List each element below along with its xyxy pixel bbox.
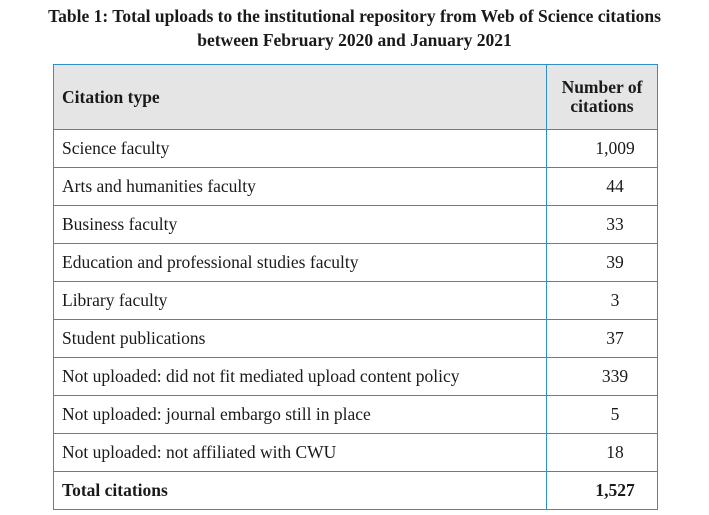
row-citation-type: Not uploaded: not affiliated with CWU <box>54 434 547 472</box>
table-row <box>54 358 658 396</box>
row-citation-type: Science faculty <box>54 130 547 168</box>
total-count: 1,527 <box>547 472 658 510</box>
row-citation-type: Arts and humanities faculty <box>54 168 547 206</box>
table-row <box>54 282 658 320</box>
row-citation-count: 3 <box>547 282 658 320</box>
row-citation-count: 1,009 <box>547 130 658 168</box>
table-row <box>54 206 658 244</box>
header-count-line-2: citations <box>570 96 634 116</box>
row-citation-type: Education and professional studies faculty <box>54 244 547 282</box>
caption-line-2: between February 2020 and January 2021 <box>197 30 512 50</box>
table-row <box>54 244 658 282</box>
header-number-of-citations <box>547 65 658 130</box>
header-citation-type: Citation type <box>54 65 547 130</box>
row-citation-count: 33 <box>547 206 658 244</box>
row-citation-count: 44 <box>547 168 658 206</box>
table-caption <box>0 4 709 52</box>
row-citation-count: 37 <box>547 320 658 358</box>
total-label: Total citations <box>54 472 547 510</box>
row-citation-type: Business faculty <box>54 206 547 244</box>
row-citation-type: Student publications <box>54 320 547 358</box>
table-header-row <box>54 65 658 130</box>
row-citation-type: Not uploaded: journal embargo still in place <box>54 396 547 434</box>
table-row <box>54 434 658 472</box>
citations-table <box>53 64 658 510</box>
row-citation-count: 5 <box>547 396 658 434</box>
row-citation-type: Not uploaded: did not fit mediated upload content policy <box>54 358 547 396</box>
table-row <box>54 320 658 358</box>
table-row <box>54 396 658 434</box>
row-citation-type: Library faculty <box>54 282 547 320</box>
table-row <box>54 130 658 168</box>
row-citation-count: 18 <box>547 434 658 472</box>
row-citation-count: 339 <box>547 358 658 396</box>
row-citation-count: 39 <box>547 244 658 282</box>
header-count-line-1: Number of <box>561 77 643 97</box>
table-row <box>54 168 658 206</box>
caption-line-1: Table 1: Total uploads to the institutional repository from Web of Science citations <box>48 6 661 26</box>
total-row <box>54 472 658 510</box>
